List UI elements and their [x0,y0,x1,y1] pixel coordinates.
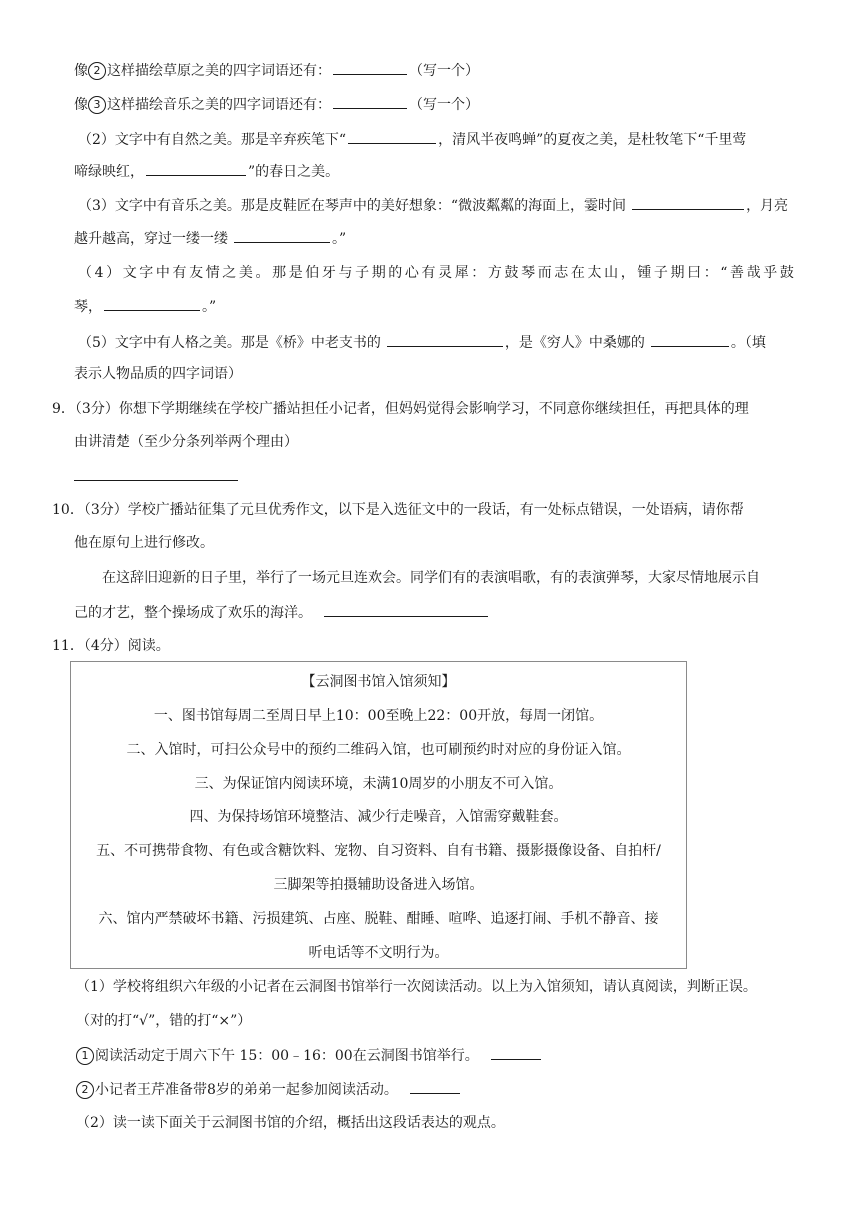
answer-blank-q2-2[interactable] [146,161,246,176]
answer-blank-judgment-2[interactable] [410,1079,460,1094]
notice-rule-1: 一、图书馆每周二至周日早上10：00至晚上22：00开放，每周一闭馆。 [153,708,604,724]
circled-number-2: 2 [88,62,106,80]
notice-rule-5a: 五、不可携带食物、有色或含糖饮料、宠物、自习资料、自有书籍、摄影摄像设备、自拍杆/ [96,843,661,859]
answer-blank-q2-1[interactable] [348,129,436,144]
answer-blank-judgment-1[interactable] [491,1045,541,1060]
q4-line-2: 琴， 。” [74,296,216,317]
line-grassland: 像 2 这样描绘草原之美的四字词语还有： （写一个） [74,60,479,81]
q2-line-1: （2）文字中有自然之美。那是辛弃疾笔下“ ，清风半夜鸣蝉”的夏夜之美，是杜牧笔下“千里莺 [78,129,746,150]
notice-rule-6b: 听电话等不文明行为。 [308,945,449,961]
q5-line-1: （5）文字中有人格之美。那是《桥》中老支书的 ，是《穷人》中桑娜的 。（填 [78,332,766,353]
notice-rule-6a: 六、馆内严禁破坏书籍、污损建筑、占座、脱鞋、酣睡、喧哗、追逐打闹、手机不静音、接 [98,911,659,927]
circled-number-3: 3 [88,96,106,114]
q11-part2: （2）读一读下面关于云洞图书馆的介绍，概括出这段话表达的观点。 [76,1115,505,1131]
q3-line-1: （3）文字中有音乐之美。那是皮鞋匠在琴声中的美好想象：“微波粼粼的海面上，霎时间 ，月亮 [78,195,788,216]
answer-blank-q10[interactable] [324,602,488,617]
q9-line-2: 由讲清楚（至少分条列举两个理由） [74,434,298,450]
answer-blank-grassland[interactable] [333,60,407,75]
notice-rule-3: 三、为保证馆内阅读环境，未满10周岁的小朋友不可入馆。 [194,776,563,792]
answer-blank-q3-1[interactable] [632,195,744,210]
q10-line-2: 他在原句上进行修改。 [74,535,214,551]
answer-blank-q5-1[interactable] [387,332,503,347]
q11-heading: 11．（4分）阅读。 [52,638,170,654]
answer-blank-q3-2[interactable] [234,228,330,243]
q11-part1-line-1: （1）学校将组织六年级的小记者在云洞图书馆举行一次阅读活动。以上为入馆须知，请认真阅读，判断正误。 [76,979,757,995]
q11-part1-line-2: （对的打“√”，错的打“×”） [76,1013,252,1029]
answer-blank-q9[interactable] [74,466,238,481]
q10-line-1: 10．（3分）学校广播站征集了元旦优秀作文，以下是入选征文中的一段话，有一处标点错误，一处语病，请你帮 [52,502,744,518]
notice-rule-2: 二、入馆时，可扫公众号中的预约二维码入馆，也可刷预约时对应的身份证入馆。 [126,742,631,758]
notice-rule-5b: 三脚架等拍摄辅助设备进入场馆。 [273,877,484,893]
circled-number-2-item: 2 [76,1081,94,1099]
q9-line-1: 9．（3分）你想下学期继续在学校广播站担任小记者，但妈妈觉得会影响学习，不同意你继续担任，再把具体的理 [52,401,749,417]
answer-blank-q4[interactable] [104,296,200,311]
q5-line-2: 表示人物品质的四字词语） [74,366,242,382]
circled-number-1: 1 [76,1047,94,1065]
judgment-item-2: 2 小记者王芹准备带8岁的弟弟一起参加阅读活动。 [76,1079,462,1100]
q4-line-1: （4）文字中有友情之美。那是伯牙与子期的心有灵犀：方鼓琴而志在太山，锺子期曰：“善哉乎鼓 [78,265,797,281]
answer-blank-q5-2[interactable] [651,332,729,347]
q9-answer-line [74,466,238,487]
answer-blank-music[interactable] [333,94,407,109]
judgment-item-1: 1 阅读活动定于周六下午 15：00﹣16：00在云洞图书馆举行。 [76,1045,543,1066]
q2-line-2: 啼绿映红， ”的春日之美。 [74,161,339,182]
notice-rule-4: 四、为保持场馆环境整洁、减少行走噪音，入馆需穿戴鞋套。 [189,809,568,825]
notice-title: 【云洞图书馆入馆须知】 [301,674,456,690]
q10-passage-2: 己的才艺，整个操场成了欢乐的海洋。 [74,602,490,623]
q3-line-2: 越升越高，穿过一缕一缕 。” [74,228,346,249]
line-music: 像 3 这样描绘音乐之美的四字词语还有： （写一个） [74,94,479,115]
q10-passage-1: 在这辞旧迎新的日子里，举行了一场元旦连欢会。同学们有的表演唱歌，有的表演弹琴，大家尽情地展示自 [102,570,760,586]
